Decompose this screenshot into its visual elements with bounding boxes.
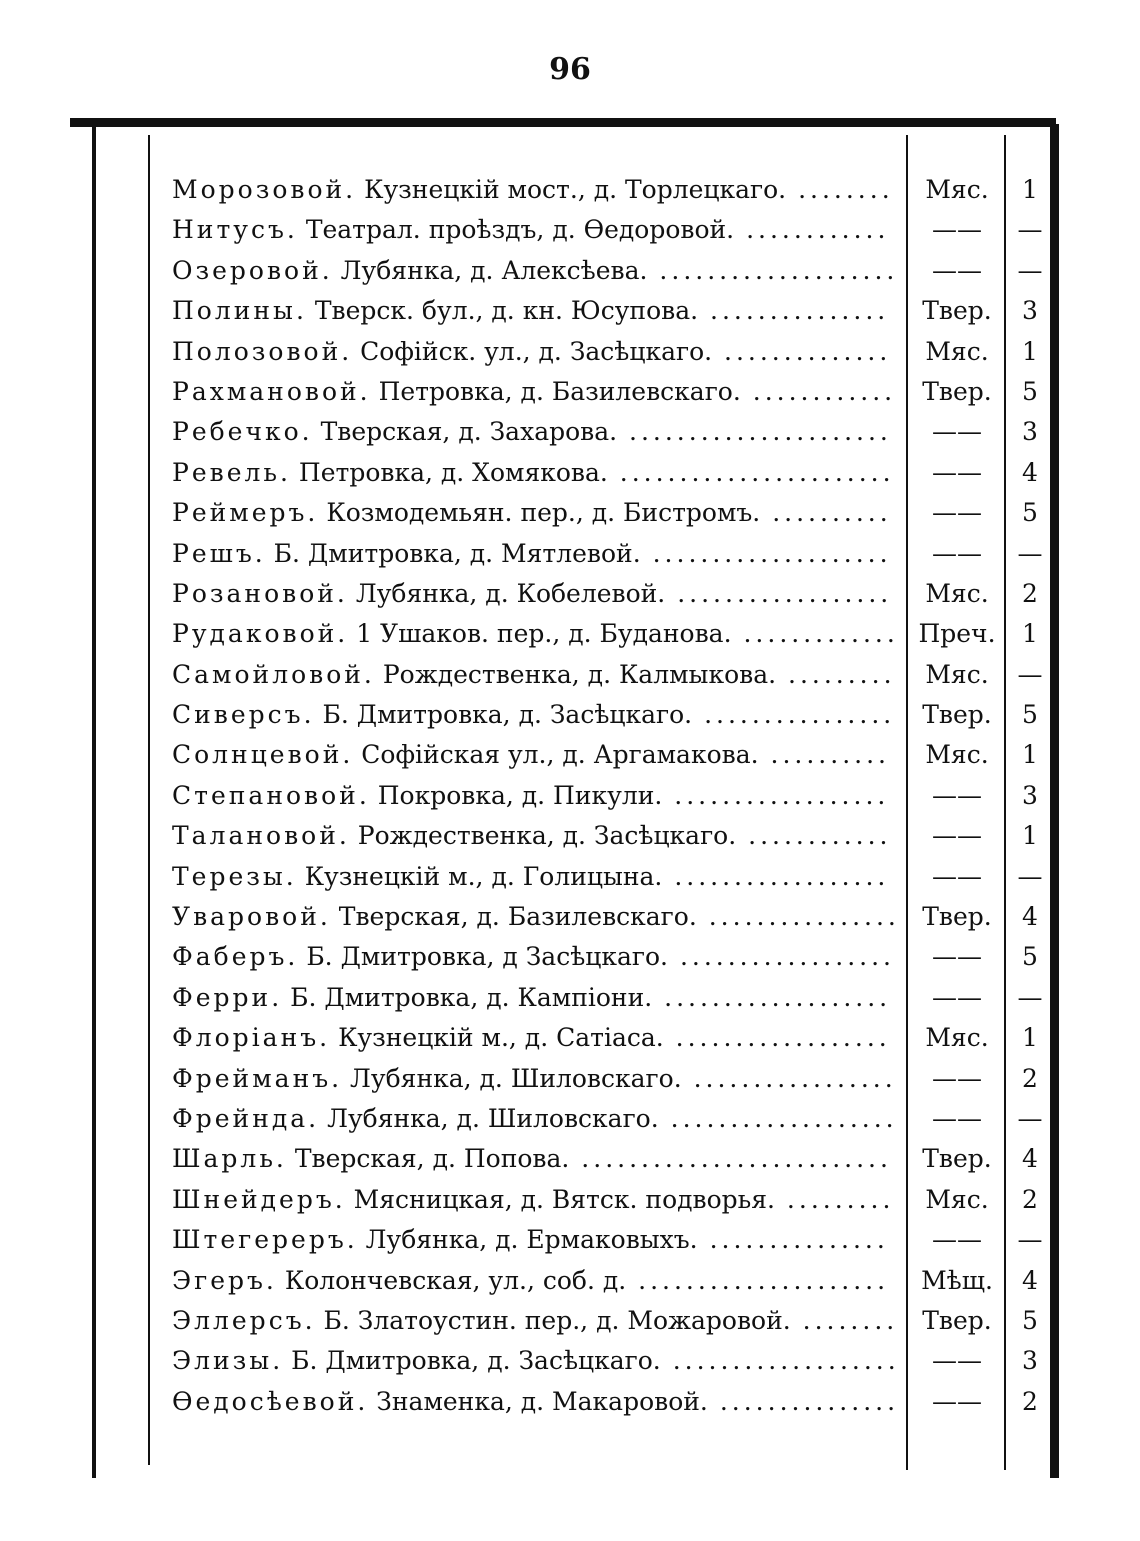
leader-dots: ..........: [760, 498, 892, 528]
leader-dots: ......................: [617, 417, 892, 447]
quarter-number: 1: [1022, 175, 1038, 204]
list-item: [0, 1099, 1140, 1139]
surname: Уваровой.: [172, 902, 331, 932]
quarter-number: 1: [1022, 740, 1038, 770]
quarter-number: 5: [1022, 376, 1038, 406]
entry-name: [172, 1139, 900, 1179]
quarter-number: —: [1017, 1103, 1043, 1133]
quarter-number: 5: [1022, 498, 1038, 528]
leader-dots: ..................: [665, 578, 893, 608]
surname: Эгеръ.: [172, 1265, 277, 1295]
surname: Полозовой.: [172, 336, 353, 366]
city-part: Мяс.: [925, 336, 989, 366]
leader-dots: .....................: [626, 1265, 890, 1295]
address: Б. Дмитровка, д. Кампіони.: [290, 982, 653, 1012]
city-part: ——: [932, 982, 982, 1012]
leader-dots: ........: [790, 1305, 899, 1335]
quarter-number: 3: [1022, 296, 1038, 326]
surname: Ѳедосѣевой.: [172, 1386, 369, 1416]
surname: Полины.: [172, 296, 307, 326]
surname: Реймеръ.: [172, 498, 319, 528]
address: Покровка, д. Пикули.: [377, 780, 663, 810]
quarter-number: 4: [1022, 902, 1038, 932]
surname: Эллерсъ.: [172, 1305, 316, 1335]
city-part: Твер.: [922, 296, 992, 326]
leader-dots: ...............: [698, 296, 890, 326]
leader-dots: .........: [776, 659, 896, 689]
list-item: [0, 412, 1140, 452]
list-item: [0, 1059, 1140, 1099]
entry-name: [172, 857, 900, 897]
city-part: Мяс.: [925, 740, 989, 770]
city-part: ——: [932, 942, 982, 972]
surname: Озеровой.: [172, 255, 333, 285]
address: Лубянка, д. Шиловскаго.: [350, 1063, 682, 1093]
surname: Рахмановой.: [172, 376, 371, 406]
quarter-number: 2: [1022, 1386, 1038, 1416]
quarter-number: —: [1017, 538, 1043, 568]
surname: Степановой.: [172, 780, 370, 810]
address: Тверская, д. Захарова.: [320, 417, 618, 447]
list-item: [0, 210, 1140, 250]
quarter-number: —: [1017, 861, 1043, 891]
entry-name: [172, 1220, 900, 1260]
list-item: [0, 1341, 1140, 1381]
entry-name: [172, 251, 900, 291]
surname: Самойловой.: [172, 659, 375, 689]
quarter-number: 3: [1022, 780, 1038, 810]
surname: Розановой.: [172, 578, 348, 608]
list-item: [0, 1301, 1140, 1341]
leader-dots: ...................: [660, 1346, 900, 1376]
address: Кузнецкій м., д. Сатіаса.: [338, 1023, 664, 1053]
quarter-number: 2: [1022, 1184, 1038, 1214]
entry-name: [172, 816, 900, 856]
address: Кузнецкій мост., д. Торлецкаго.: [364, 175, 787, 204]
entry-name: [172, 170, 900, 210]
entry-name: [172, 1341, 900, 1381]
leader-dots: .................: [681, 1063, 897, 1093]
top-rule: [70, 118, 1056, 127]
list-item: [0, 372, 1140, 412]
list-item: [0, 857, 1140, 897]
city-part: ——: [932, 538, 982, 568]
city-part: Твер.: [922, 1144, 992, 1174]
entry-name: [172, 1382, 900, 1422]
address: Козмодемьян. пер., д. Бистромъ.: [326, 498, 761, 528]
list-item: [0, 1382, 1140, 1422]
entry-name: [172, 1180, 900, 1220]
leader-dots: ....................: [647, 255, 899, 285]
list-item: [0, 1261, 1140, 1301]
entry-name: [172, 614, 900, 654]
surname: Фрейнда.: [172, 1103, 320, 1133]
city-part: ——: [932, 498, 982, 528]
address: Б. Дмитровка, д Засѣцкаго.: [306, 942, 668, 972]
address: Лубянка, д. Ермаковыхъ.: [365, 1225, 698, 1255]
entry-name: [172, 655, 900, 695]
quarter-number: —: [1017, 255, 1043, 285]
city-part: Мяс.: [925, 659, 989, 689]
city-part: ——: [932, 1346, 982, 1376]
leader-dots: ................: [692, 700, 896, 730]
quarter-number: 5: [1022, 700, 1038, 730]
address: Лубянка, д. Алексѣева.: [340, 255, 648, 285]
surname: Сиверсъ.: [172, 700, 315, 730]
quarter-number: 4: [1022, 457, 1038, 487]
quarter-number: 1: [1022, 1023, 1038, 1053]
address: Лубянка, д. Шиловскаго.: [327, 1103, 659, 1133]
leader-dots: ...................: [658, 1103, 898, 1133]
list-item: [0, 251, 1140, 291]
city-part: ——: [932, 861, 982, 891]
entry-name: [172, 897, 900, 937]
quarter-number: 2: [1022, 1063, 1038, 1093]
city-part: Твер.: [922, 376, 992, 406]
quarter-number: 2: [1022, 578, 1038, 608]
city-part: Мяс.: [925, 175, 989, 204]
address: Тверская, д. Базилевскаго.: [338, 902, 697, 932]
address: Тверск. бул., д. кн. Юсупова.: [314, 296, 699, 326]
city-part: ——: [932, 821, 982, 851]
list-item: [0, 816, 1140, 856]
surname: Шнейдеръ.: [172, 1184, 346, 1214]
leader-dots: .........: [774, 1184, 895, 1214]
quarter-number: —: [1017, 215, 1043, 245]
city-part: Мяс.: [925, 1023, 989, 1053]
address: Б. Златоустин. пер., д. Можаровой.: [323, 1305, 791, 1335]
surname: Штегереръ.: [172, 1225, 358, 1255]
city-part: ——: [932, 1063, 982, 1093]
surname: Морозовой.: [172, 175, 357, 204]
leader-dots: ..................: [663, 1023, 891, 1053]
surname: Рудаковой.: [172, 619, 349, 649]
entry-name: [172, 210, 900, 250]
city-part: Преч.: [918, 619, 996, 649]
surname: Фрейманъ.: [172, 1063, 343, 1093]
leader-dots: .............: [731, 619, 899, 649]
leader-dots: .......................: [607, 457, 895, 487]
quarter-number: 1: [1022, 821, 1038, 851]
entry-name: [172, 493, 900, 533]
quarter-number: 1: [1022, 336, 1038, 366]
quarter-number: 3: [1022, 1346, 1038, 1376]
surname: Талановой.: [172, 821, 350, 851]
city-part: Мѣщ.: [921, 1265, 993, 1295]
city-part: Твер.: [922, 700, 992, 730]
address: Кузнецкій м., д. Голицына.: [304, 861, 663, 891]
address: Театрал. проѣздъ, д. Ѳедоровой.: [305, 215, 735, 245]
list-item: [0, 937, 1140, 977]
leader-dots: ...............: [697, 1225, 889, 1255]
surname: Элизы.: [172, 1346, 284, 1376]
list-item: [0, 1180, 1140, 1220]
quarter-number: 4: [1022, 1265, 1038, 1295]
city-part: Твер.: [922, 902, 992, 932]
entry-name: [172, 1099, 900, 1139]
address: 1 Ушаков. пер., д. Буданова.: [356, 619, 732, 649]
address: Знаменка, д. Макаровой.: [376, 1386, 708, 1416]
address: Лубянка, д. Кобелевой.: [355, 578, 666, 608]
entry-name: [172, 1018, 900, 1058]
list-item: [0, 291, 1140, 331]
address: Мясницкая, д. Вятск. подворья.: [353, 1184, 775, 1214]
quarter-number: 4: [1022, 1144, 1038, 1174]
address: Тверская, д. Попова.: [294, 1144, 570, 1174]
quarter-number: 5: [1022, 942, 1038, 972]
directory-list: [0, 170, 1140, 1422]
entry-name: [172, 453, 900, 493]
quarter-number: 3: [1022, 417, 1038, 447]
list-item: [0, 735, 1140, 775]
list-item: [0, 1018, 1140, 1058]
city-part: ——: [932, 215, 982, 245]
surname: Ферри.: [172, 982, 283, 1012]
leader-dots: ..................: [668, 942, 895, 972]
list-item: [0, 655, 1140, 695]
list-item: [0, 574, 1140, 614]
city-part: ——: [932, 780, 982, 810]
surname: Нитусъ.: [172, 215, 298, 245]
city-part: ——: [932, 1386, 982, 1416]
entry-name: [172, 412, 900, 452]
city-part: Мяс.: [925, 1184, 989, 1214]
list-item: [0, 493, 1140, 533]
city-part: Твер.: [922, 1305, 992, 1335]
list-item: [0, 1220, 1140, 1260]
surname: Терезы.: [172, 861, 297, 891]
surname: Ревель.: [172, 457, 291, 487]
quarter-number: —: [1017, 982, 1043, 1012]
leader-dots: ..........: [758, 740, 890, 770]
address: Б. Дмитровка, д. Мятлевой.: [273, 538, 641, 568]
leader-dots: ............: [734, 215, 890, 245]
address: Рождественка, д. Засѣцкаго.: [357, 821, 737, 851]
address: Петровка, д. Хомякова.: [298, 457, 608, 487]
address: Софійская ул., д. Аргамакова.: [361, 740, 759, 770]
entry-name: [172, 1261, 900, 1301]
city-part: ——: [932, 417, 982, 447]
list-item: [0, 170, 1140, 210]
leader-dots: ..................: [662, 780, 890, 810]
leader-dots: ...................: [652, 982, 892, 1012]
surname: Шарль.: [172, 1144, 287, 1174]
address: Рождественка, д. Калмыкова.: [382, 659, 777, 689]
city-part: ——: [932, 457, 982, 487]
entry-name: [172, 776, 900, 816]
address: Колончевская, ул., соб. д.: [284, 1265, 627, 1295]
leader-dots: ..........................: [569, 1144, 892, 1174]
entry-name: [172, 1059, 900, 1099]
page-number: 96: [549, 52, 591, 87]
surname: Фаберъ.: [172, 942, 299, 972]
entry-name: [172, 332, 900, 372]
list-item: [0, 897, 1140, 937]
leader-dots: ..................: [662, 861, 890, 891]
leader-dots: ............: [736, 821, 892, 851]
entry-name: [172, 978, 900, 1018]
entry-name: [172, 291, 900, 331]
list-item: [0, 776, 1140, 816]
quarter-number: —: [1017, 659, 1043, 689]
city-part: ——: [932, 255, 982, 285]
list-item: [0, 332, 1140, 372]
list-item: [0, 453, 1140, 493]
entry-name: [172, 372, 900, 412]
entry-name: [172, 1301, 900, 1341]
leader-dots: ............: [740, 376, 897, 406]
quarter-number: 1: [1022, 619, 1038, 649]
city-part: Мяс.: [925, 578, 989, 608]
entry-name: [172, 574, 900, 614]
list-item: [0, 534, 1140, 574]
surname: Ребечко.: [172, 417, 313, 447]
entry-name: [172, 937, 900, 977]
surname: Флоріанъ.: [172, 1023, 331, 1053]
list-item: [0, 978, 1140, 1018]
surname: Солнцевой.: [172, 740, 354, 770]
leader-dots: ................: [696, 902, 900, 932]
entry-name: [172, 534, 900, 574]
entry-name: [172, 735, 900, 775]
city-part: ——: [932, 1225, 982, 1255]
leader-dots: ...............: [707, 1386, 900, 1416]
leader-dots: ....................: [640, 538, 892, 568]
leader-dots: ..............: [712, 336, 892, 366]
surname: Решъ.: [172, 538, 266, 568]
address: Софійск. ул., д. Засѣцкаго.: [360, 336, 713, 366]
list-item: [0, 1139, 1140, 1179]
entry-name: [172, 695, 900, 735]
city-part: ——: [932, 1103, 982, 1133]
address: Б. Дмитровка, д. Засѣцкаго.: [322, 700, 693, 730]
quarter-number: 5: [1022, 1305, 1038, 1335]
leader-dots: ........: [786, 175, 894, 204]
list-item: [0, 695, 1140, 735]
address: Петровка, д. Базилевскаго.: [378, 376, 741, 406]
address: Б. Дмитровка, д. Засѣцкаго.: [291, 1346, 661, 1376]
list-item: [0, 614, 1140, 654]
quarter-number: —: [1017, 1225, 1043, 1255]
